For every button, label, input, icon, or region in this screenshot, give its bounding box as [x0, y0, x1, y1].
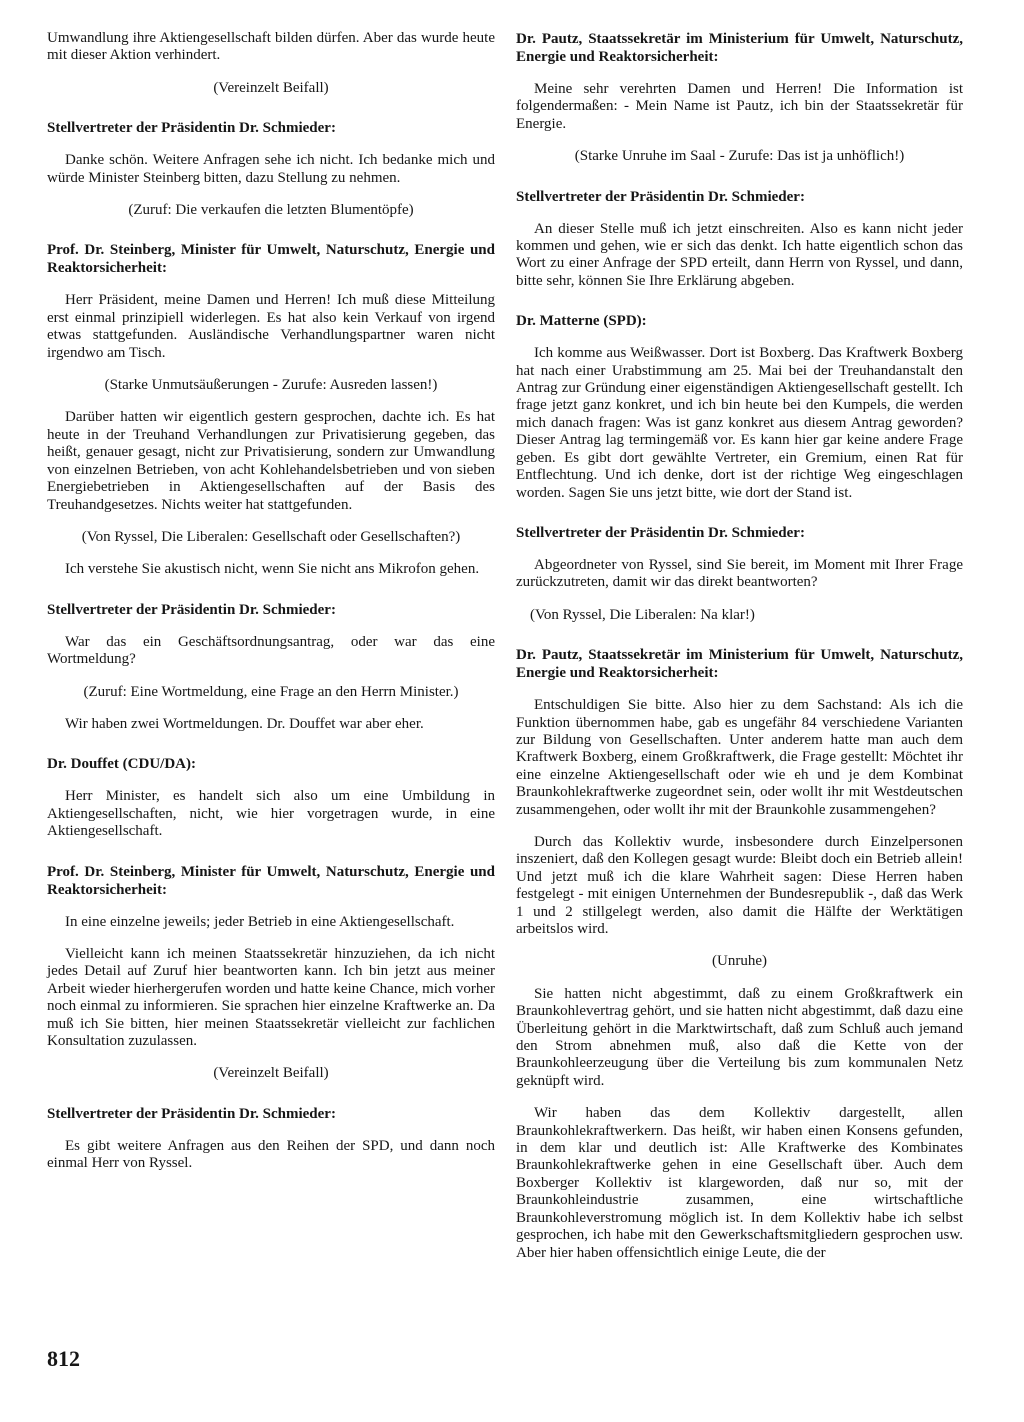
paragraph: In eine einzelne jeweils; jeder Betrieb in eine Aktiengesellschaft. — [65, 913, 455, 930]
paragraph: Abgeordneter von Ryssel, sind Sie bereit, im Moment mit Ihrer Frage zurückzutreten, damit wir das direkt beantworten? — [516, 556, 963, 591]
speaker-heading: Prof. Dr. Steinberg, Minister für Umwelt, Naturschutz, Energie und Reaktorsicherheit: — [47, 242, 495, 277]
speaker-heading: Dr. Matterne (SPD): — [516, 313, 647, 330]
page-number: 812 — [47, 1346, 80, 1371]
interjection: (Vereinzelt Beifall) — [213, 79, 329, 96]
speaker-heading: Stellvertreter der Präsidentin Dr. Schmieder: — [47, 1105, 336, 1122]
interjection: (Von Ryssel, Die Liberalen: Gesellschaft oder Gesellschaften?) — [81, 528, 461, 545]
paragraph: Sie hatten nicht abgestimmt, daß zu einem Großkraftwerk ein Braunkohlevertrag gehört, und sie hatten nicht abgestimmt, daß dazu eine Überleitung gehört in die Marktwirtschaft, daß zum Schluß auch jemand den Strom abnehmen muß, also daß die Kette von der Braunkohleerzeugung über die Verteilung bis zum kommunalen Netz geknüpft wird. — [516, 985, 963, 1089]
left-column — [47, 30, 495, 1188]
paragraph: Herr Präsident, meine Damen und Herren! Ich muß diese Mitteilung erst einmal prinzipiell widerlegen. Es hat also kein Verkauf von irgend etwas stattgefunden. Ausländische Verhandlungspartner waren nicht irgendwo am Tisch. — [47, 292, 495, 361]
interjection: (Starke Unmutsäußerungen - Zurufe: Ausreden lassen!) — [104, 377, 438, 394]
paragraph: Danke schön. Weitere Anfragen sehe ich nicht. Ich bedanke mich und würde Minister Steinberg bitten, dazu Stellung zu nehmen. — [47, 152, 495, 186]
interjection: (Unruhe) — [712, 953, 767, 970]
speaker-heading: Stellvertreter der Präsidentin Dr. Schmieder: — [47, 601, 336, 618]
paragraph: An dieser Stelle muß ich jetzt einschreiten. Also es kann nicht jeder kommen und gehen, wie er sich das denkt. Ich hatte eigentlich schon das Wort zu einer Anfrage der SPD erteilt, dann Herrn von Ryssel, und dann, bitte sehr, können Sie Ihre Erklärung abgeben. — [516, 220, 963, 289]
paragraph: Durch das Kollektiv wurde, insbesondere durch Einzelpersonen inszeniert, daß den Kollegen gesagt wurde: Bleibt doch ein Betrieb allein! Und jetzt muß ich die klare Wahrheit sagen: Diese Herren haben festgelegt - mit einigen Unternehmen der Bundesrepublik -, daß das Werk 1 und 2 stillgelegt werden, also damit die Hälfte der Werktätigen arbeitslos wird. — [516, 833, 963, 937]
speaker-heading: Prof. Dr. Steinberg, Minister für Umwelt, Naturschutz, Energie und Reaktorsicherheit: — [47, 863, 495, 898]
paragraph: Darüber hatten wir eigentlich gestern gesprochen, dachte ich. Es hat heute in der Treuhand Verhandlungen zur Privatisierung gegeben, das heißt, genauer gesagt, nicht zur Privatisierung, sondern zur Umwandlung von einzelnen Betrieben, von acht Kohlehandelsbetrieben und von sieben Energiebetrieben in Aktiengesellschaften auf der Basis des Treuhandgesetzes. Nichts weiter hat stattgefunden. — [47, 409, 495, 513]
speaker-heading: Dr. Pautz, Staatssekretär im Ministerium für Umwelt, Naturschutz, Energie und Reaktorsicherheit: — [516, 647, 963, 682]
right-column — [516, 30, 963, 1277]
speaker-heading: Dr. Douffet (CDU/DA): — [47, 756, 196, 773]
paragraph: Meine sehr verehrten Damen und Herren! Die Information ist folgendermaßen: - Mein Name ist Pautz, ich bin der Staatssekretär für Energie. — [516, 81, 963, 132]
interjection: (Vereinzelt Beifall) — [213, 1065, 329, 1082]
interjection: (Von Ryssel, Die Liberalen: Na klar!) — [530, 606, 755, 623]
paragraph: Vielleicht kann ich meinen Staatssekretär hinzuziehen, da ich nicht jedes Detail auf Zuruf hier beantworten kann. Ich bin jetzt aus meiner Arbeit wieder hierhergerufen worden und hatte keine Chance, mich vorher noch einmal zu informieren. Sie sprachen hier einzelne Kraftwerke an. Da muß ich Sie bitten, hier meinen Staatssekretär vielleicht zur fachlichen Konsultation zuzulassen. — [47, 945, 495, 1049]
speaker-heading: Stellvertreter der Präsidentin Dr. Schmieder: — [516, 524, 805, 541]
interjection: (Zuruf: Die verkaufen die letzten Blumentöpfe) — [128, 202, 414, 219]
speaker-heading: Dr. Pautz, Staatssekretär im Ministerium für Umwelt, Naturschutz, Energie und Reaktorsicherheit: — [516, 31, 963, 65]
paragraph: Ich komme aus Weißwasser. Dort ist Boxberg. Das Kraftwerk Boxberg hat nach einer Urabstimmung am 25. Mai bei der Treuhandanstalt den Antrag zur Gründung einer eigenständigen Aktiengesellschaft gestellt. Ich frage jetzt ganz konkret, und ich bin heute bei den Kumpels, die werden mich danach fragen: Was ist ganz konkret aus diesem Antrag geworden? Dieser Antrag lag termingemäß vor. Es kann hier gar keine andere Frage geben. Es gibt dort gewählte Vertreter, ein Gremium, einen Rat für Entflechtung. Und ich denke, dort ist der richtige Weg eingeschlagen worden. Sagen Sie uns jetzt bitte, wie dort der Stand ist. — [516, 345, 963, 501]
paragraph: Umwandlung ihre Aktiengesellschaft bilden dürfen. Aber das wurde heute mit dieser Aktion verhindert. — [47, 30, 495, 64]
paragraph: Herr Minister, es handelt sich also um eine Umbildung in Aktiengesellschaften, nicht, wie hier vorgetragen wurde, in eine Aktiengesellschaft. — [47, 788, 495, 840]
paragraph: Wir haben das dem Kollektiv dargestellt, allen Braunkohlekraftwerkern. Das heißt, wir haben einen Konsens gefunden, in dem klar und deutlich ist: Alle Kraftwerke des Kombinates Braunkohlekraftwerke gehen in eine Gesellschaft über. Auch dem Boxberger Kollektiv ist klargeworden, daß nur so, mit der Braunkohleindustrie zusammen, eine wirtschaftliche Braunkohleverstromung möglich ist. In dem Kollektiv habe ich selbst gesprochen, ich habe mit den Gewerkschaftsmitgliedern gesprochen usw. Aber hier haben offensichtlich einige Leute, die der — [516, 1105, 963, 1261]
speaker-heading: Stellvertreter der Präsidentin Dr. Schmieder: — [47, 120, 336, 137]
paragraph: Ich verstehe Sie akustisch nicht, wenn Sie nicht ans Mikrofon gehen. — [65, 561, 480, 578]
interjection: (Zuruf: Eine Wortmeldung, eine Frage an den Herrn Minister.) — [83, 683, 459, 700]
speaker-heading: Stellvertreter der Präsidentin Dr. Schmieder: — [516, 188, 805, 205]
paragraph: War das ein Geschäftsordnungsantrag, oder war das eine Wortmeldung? — [47, 633, 495, 668]
paragraph: Es gibt weitere Anfragen aus den Reihen der SPD, und dann noch einmal Herr von Ryssel. — [47, 1137, 495, 1172]
paragraph: Wir haben zwei Wortmeldungen. Dr. Douffet war aber eher. — [65, 715, 424, 732]
interjection: (Starke Unruhe im Saal - Zurufe: Das ist ja unhöflich!) — [574, 148, 905, 165]
paragraph: Entschuldigen Sie bitte. Also hier zu dem Sachstand: Als ich die Funktion übernommen habe, gab es ungefähr 84 verschiedene Varianten zur Bildung von Gesellschaften. Unter anderem hatte man auch dem Kraftwerk Boxberg, einem Großkraftwerk, die Frage gestellt: Möchtet ihr eine einzelne Aktiengesellschaft oder wie eh und je dem Kombinat Braunkohlekraftwerke zugeordnet sein, oder wollt ihr mit Westdeutschen zusammengehen, oder wollt ihr mit der Braunkohle zusammengehen? — [516, 697, 963, 818]
